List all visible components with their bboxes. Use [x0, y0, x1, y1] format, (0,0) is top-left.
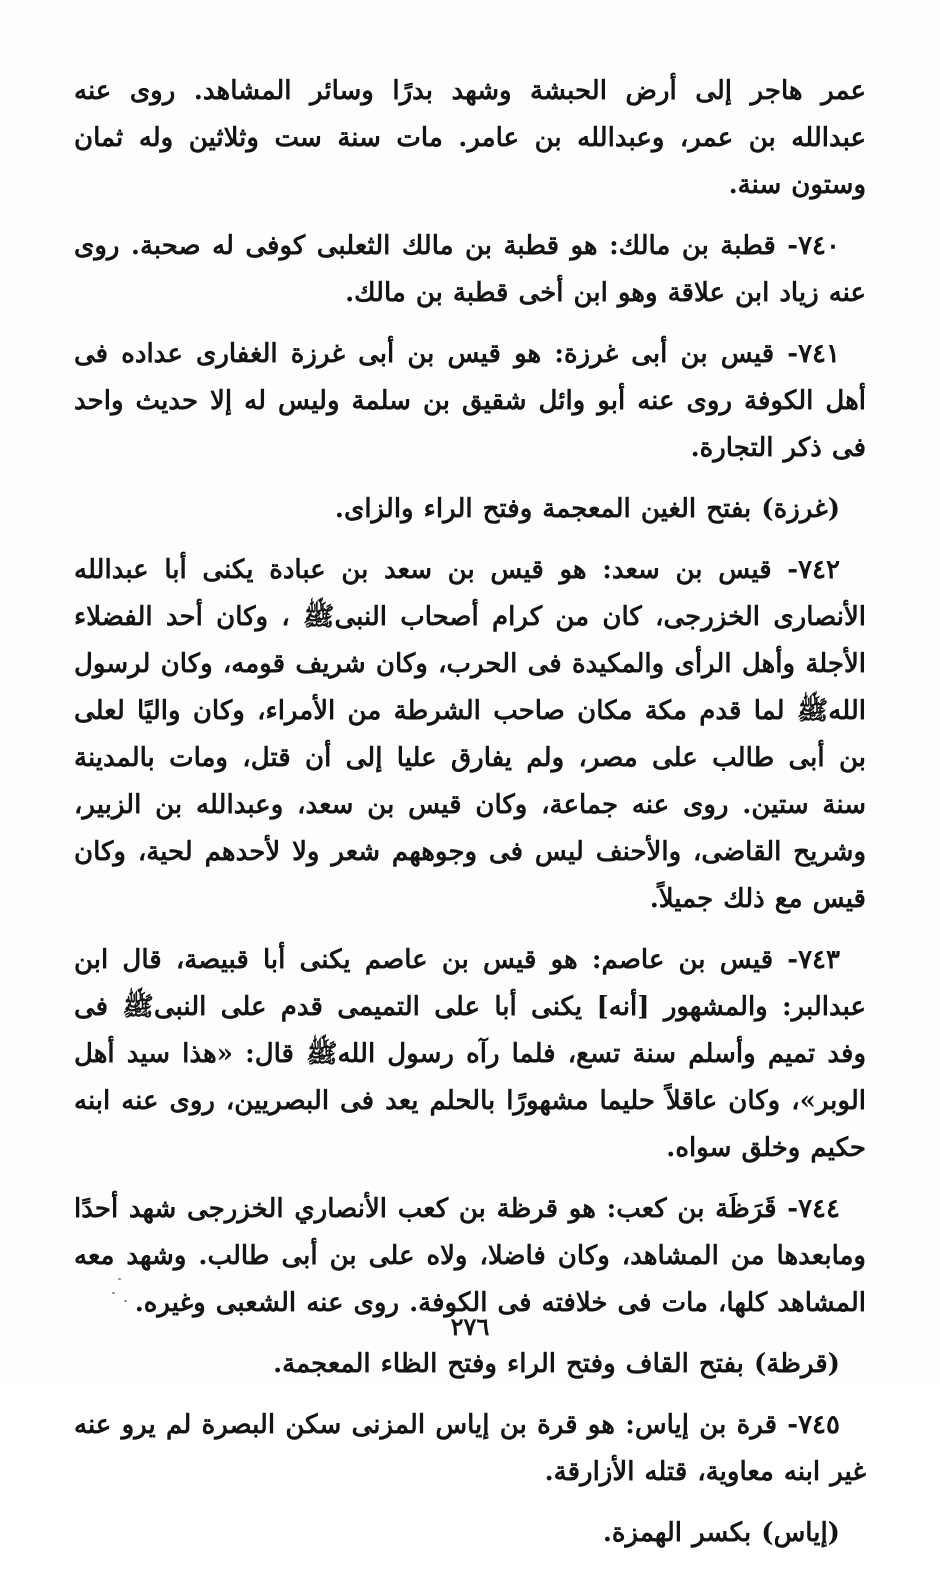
entry-742: ٧٤٢- قيس بن سعد: هو قيس بن سعد بن عبادة يكنى أبا عبدالله الأنصارى الخزرجى، كان من كرام أصحاب النبىﷺ ، وكان أحد الفضلاء الأجلة وأهل الرأى والمكيدة فى الحرب، وكان شريف قومه، وكان لرسول اللهﷺ لما قدم مكة مكان صاحب الشرطة من الأمراء، وكان واليًا لعلى بن أبى طالب على مصر، ولم يفارق عليا إلى أن قتل، ومات بالمدينة سنة ستين. روى عنه جماعة، وكان قيس بن سعد، وعبدالله بن الزبير، وشريح القاضى، والأحنف ليس فى وجوههم شعر ولا لأحدهم لحية، وكان قيس مع ذلك جميلاً.: [74, 555, 866, 914]
note-iyas: (إياس) بكسر الهمزة.: [602, 1518, 840, 1548]
scan-speck: [124, 1300, 127, 1302]
note-ghurza: (غرزة) بفتح الغين المعجمة وفتح الراء والزاى.: [334, 494, 840, 524]
entry-744: ٧٤٤- قَرَظَة بن كعب: هو قرظة بن كعب الأنصاري الخزرجى شهد أحدًا ومابعدها من المشاهد، وكان فاضلا، ولاه على بن أبى طالب. وشهد معه المشاهد كلها، مات فى خلافته فى الكوفة. روى عنه الشعبى وغيره.: [74, 1194, 866, 1318]
paragraph-continuation: عمر هاجر إلى أرض الحبشة وشهد بدرًا وسائر المشاهد. روى عنه عبدالله بن عمر، وعبدالله بن عامر. مات سنة ست وثلاثين وله ثمان وستون سنة.: [74, 76, 866, 200]
entry-741: ٧٤١- قيس بن أبى غرزة: هو قيس بن أبى غرزة الغفارى عداده فى أهل الكوفة روى عنه أبو وائل شقيق بن سلمة وليس له إلا حديث واحد فى ذكر التجارة.: [74, 339, 867, 463]
entry-745: ٧٤٥- قرة بن إياس: هو قرة بن إياس المزنى سكن البصرة لم يرو عنه غير ابنه معاوية، قتله الأزارقة.: [74, 1410, 866, 1487]
page-body: [74, 68, 866, 1571]
entry-743: ٧٤٣- قيس بن عاصم: هو قيس بن عاصم يكنى أبا قبيصة، قال ابن عبدالبر: والمشهور [أنه] يكنى أبا على التميمى قدم على النبىﷺ فى وفد تميم وأسلم سنة تسع، فلما رآه رسول اللهﷺ قال: «هذا سيد أهل الوبر»، وكان عاقلاً حليما مشهورًا بالحلم يعد فى البصريين، روى عنه ابنه حكيم وخلق سواه.: [74, 945, 866, 1163]
entry-740: ٧٤٠- قطبة بن مالك: هو قطبة بن مالك الثعلبى كوفى له صحبة. روى عنه زياد ابن علاقة وهو ابن أخى قطبة بن مالك.: [74, 231, 866, 308]
note-qaraza: (قرظة) بفتح القاف وفتح الراء وفتح الظاء المعجمة.: [273, 1349, 840, 1379]
scan-speck: [118, 1278, 121, 1280]
scan-speck: [112, 1292, 115, 1294]
page-number: ٢٧٦: [450, 1312, 490, 1341]
